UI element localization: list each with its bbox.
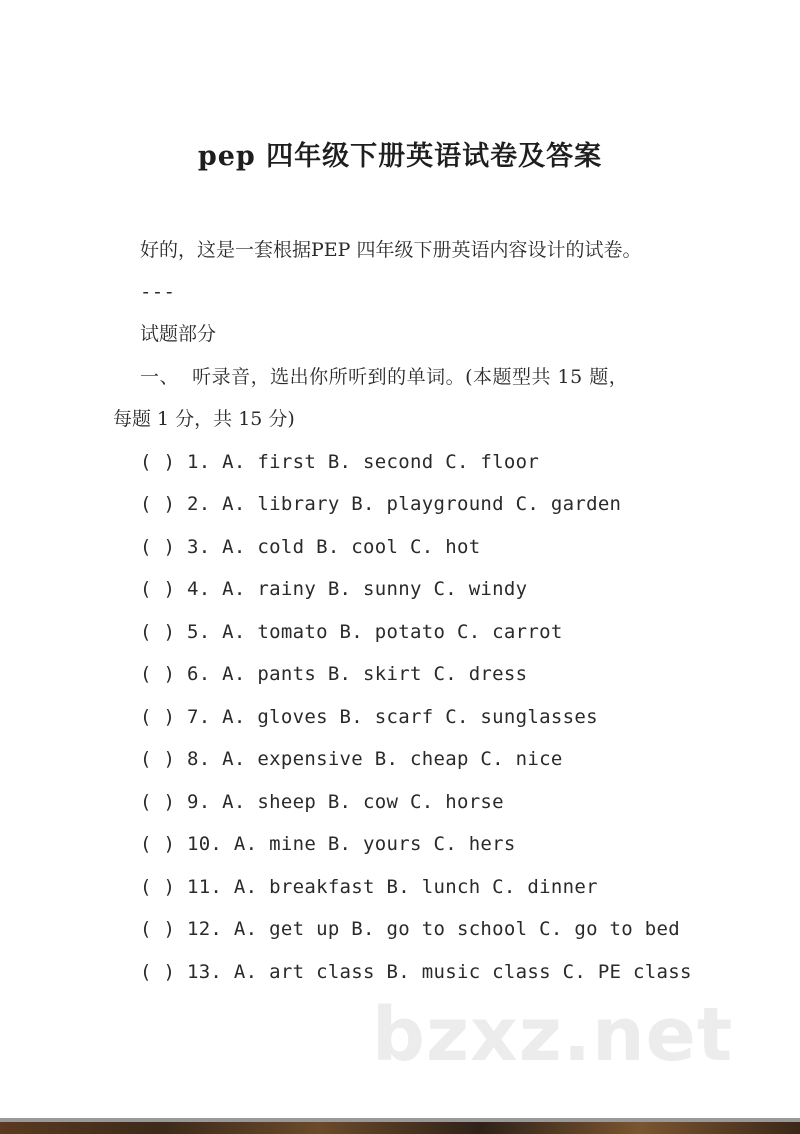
part1-instruction-continued: 每题 1 分，共 15 分) bbox=[113, 408, 295, 430]
bottom-image-strip bbox=[0, 1118, 800, 1134]
question-item: ( ) 8. A. expensive B. cheap C. nice bbox=[140, 748, 563, 770]
watermark: bzxz.net bbox=[372, 992, 734, 1078]
question-item: ( ) 12. A. get up B. go to school C. go to bed bbox=[140, 918, 680, 940]
question-item: ( ) 9. A. sheep B. cow C. horse bbox=[140, 791, 504, 813]
intro-text: 好的，这是一套根据PEP 四年级下册英语内容设计的试卷。 bbox=[140, 239, 642, 261]
question-item: ( ) 6. A. pants B. skirt C. dress bbox=[140, 663, 528, 685]
question-item: ( ) 3. A. cold B. cool C. hot bbox=[140, 536, 481, 558]
question-item: ( ) 5. A. tomato B. potato C. carrot bbox=[140, 621, 563, 643]
page-divider bbox=[0, 1118, 800, 1122]
question-item: ( ) 11. A. breakfast B. lunch C. dinner bbox=[140, 876, 598, 898]
section-header: 试题部分 bbox=[140, 323, 217, 345]
question-item: ( ) 7. A. gloves B. scarf C. sunglasses bbox=[140, 706, 598, 728]
part1-instruction: 一、 听录音，选出你所听到的单词。(本题型共 15 题， bbox=[140, 366, 629, 388]
question-item: ( ) 1. A. first B. second C. floor bbox=[140, 451, 540, 473]
question-item: ( ) 4. A. rainy B. sunny C. windy bbox=[140, 578, 528, 600]
separator: --- bbox=[140, 281, 176, 303]
question-item: ( ) 13. A. art class B. music class C. PE class bbox=[140, 961, 692, 983]
question-item: ( ) 10. A. mine B. yours C. hers bbox=[140, 833, 516, 855]
question-item: ( ) 2. A. library B. playground C. garden bbox=[140, 493, 622, 515]
document-title: pep 四年级下册英语试卷及答案 bbox=[197, 141, 603, 172]
